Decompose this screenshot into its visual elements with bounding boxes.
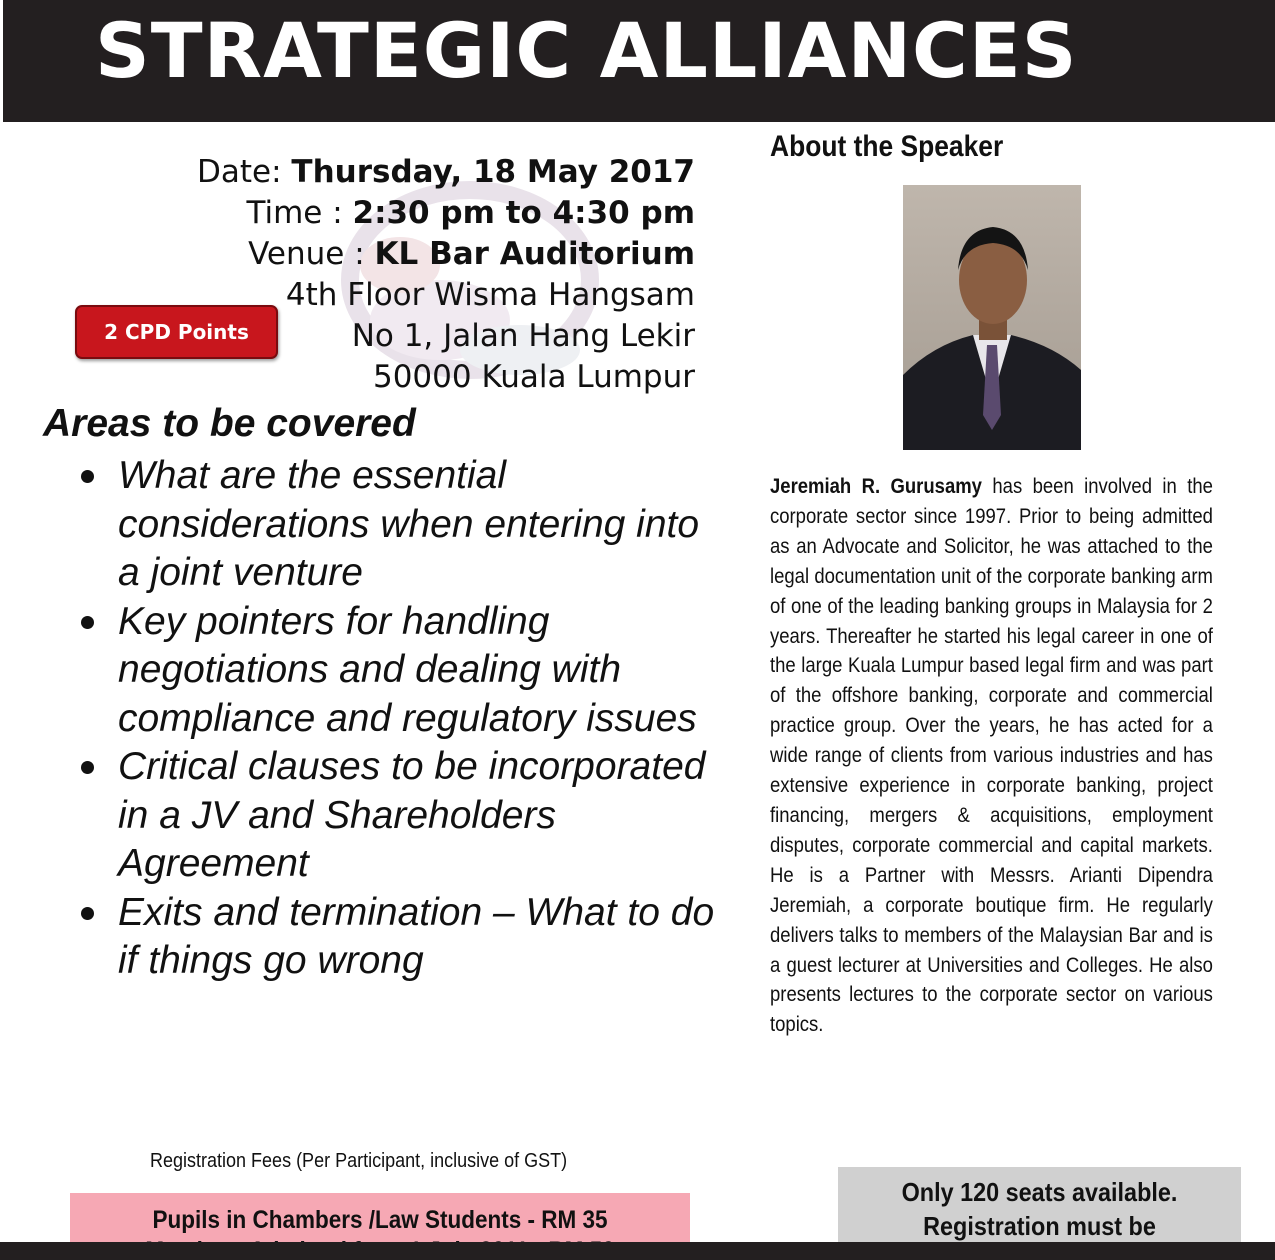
bullet-icon xyxy=(81,616,94,629)
date-label: Date: xyxy=(197,154,292,190)
date-line xyxy=(197,152,695,193)
time-value: 2:30 pm to 4:30 pm xyxy=(352,195,695,231)
list-item xyxy=(75,743,715,889)
venue-line xyxy=(197,234,695,275)
footer-bar xyxy=(0,1242,1275,1260)
seats-line: Registration must be xyxy=(923,1211,1156,1241)
areas-heading: Areas to be covered xyxy=(43,402,416,445)
speaker-heading: About the Speaker xyxy=(770,130,1004,163)
list-item-text: Key pointers for handling negotiations and dealing with compliance and regulatory issues xyxy=(118,599,697,740)
bullet-icon xyxy=(81,470,94,483)
title-banner xyxy=(3,0,1275,122)
venue-label: Venue : xyxy=(248,236,375,272)
areas-list xyxy=(75,452,715,986)
address-line-2: No 1, Jalan Hang Lekir xyxy=(351,318,695,354)
speaker-bio-text: has been involved in the corporate sector since 1997. Prior to being admitted as an Advocate and Solicitor, he was attached to the legal documentation unit of the corporate banking arm of one of the leading banking groups in Malaysia for 2 years. Thereafter he started his legal career in one of the large Kuala Lumpur based legal firm and was part of the offshore banking, corporate and commercial practice group. Over the years, he has acted for a wide range of clients from various industries and has extensive experience in corporate banking, project financing, mergers & acquisitions, employment disputes, corporate commercial and capital markets. He is a Partner with Messrs. Arianti Dipendra Jeremiah, a corporate boutique firm. He regularly delivers talks to members of the Malaysian Bar and is a guest lecturer at Universities and Colleges. He also presents lectures to the corporate sector on various topics. xyxy=(770,474,1213,1037)
venue-value: KL Bar Auditorium xyxy=(374,236,695,272)
time-line xyxy=(197,193,695,234)
list-item xyxy=(75,452,715,598)
speaker-name: Jeremiah R. Gurusamy xyxy=(770,474,982,498)
list-item xyxy=(75,889,715,986)
page-title: STRATEGIC ALLIANCES xyxy=(95,6,1078,95)
list-item xyxy=(75,598,715,744)
address-line-3: 50000 Kuala Lumpur xyxy=(372,359,695,395)
fees-caption: Registration Fees (Per Participant, inclusive of GST) xyxy=(150,1150,568,1172)
bullet-icon xyxy=(81,761,94,774)
list-item-text: Exits and termination – What to do if things go wrong xyxy=(118,890,715,982)
fee-row: Pupils in Chambers /Law Students - RM 35 xyxy=(152,1206,608,1234)
cpd-points-badge: 2 CPD Points xyxy=(75,305,278,359)
seats-line: Only 120 seats available. xyxy=(901,1177,1178,1207)
time-label: Time : xyxy=(246,195,353,231)
list-item-text: Critical clauses to be incorporated in a JV and Shareholders Agreement xyxy=(118,745,706,885)
speaker-photo xyxy=(903,185,1081,450)
speaker-bio xyxy=(770,472,1213,1040)
bullet-icon xyxy=(81,907,94,920)
event-details xyxy=(197,152,695,398)
address-line-1: 4th Floor Wisma Hangsam xyxy=(285,277,695,313)
list-item-text: What are the essential considerations when entering into a joint venture xyxy=(118,454,700,594)
date-value: Thursday, 18 May 2017 xyxy=(291,154,695,190)
